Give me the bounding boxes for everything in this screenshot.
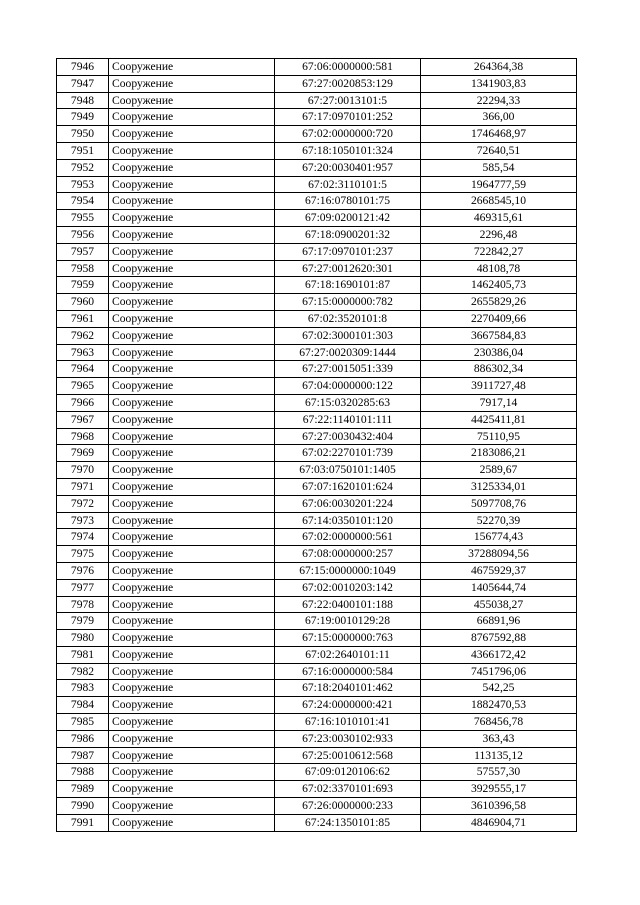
table-row: [57, 59, 577, 76]
row-number-cell: 7981: [57, 646, 109, 663]
cadastral-number-cell: 67:02:2270101:739: [275, 445, 421, 462]
object-type-cell: Сооружение: [109, 92, 275, 109]
object-type-cell: Сооружение: [109, 226, 275, 243]
object-type-cell: Сооружение: [109, 327, 275, 344]
row-number-cell: 7976: [57, 562, 109, 579]
table-row: [57, 663, 577, 680]
object-type-cell: Сооружение: [109, 411, 275, 428]
table-row: [57, 294, 577, 311]
table-row: [57, 747, 577, 764]
object-type-cell: Сооружение: [109, 176, 275, 193]
cadastral-value-cell: 156774,43: [421, 529, 577, 546]
object-type-cell: Сооружение: [109, 546, 275, 563]
object-type-cell: Сооружение: [109, 529, 275, 546]
object-type-cell: Сооружение: [109, 277, 275, 294]
object-type-cell: Сооружение: [109, 394, 275, 411]
cadastral-value-cell: 1746468,97: [421, 126, 577, 143]
cadastral-number-cell: 67:02:0010203:142: [275, 579, 421, 596]
row-number-cell: 7982: [57, 663, 109, 680]
cadastral-number-cell: 67:02:0000000:720: [275, 126, 421, 143]
row-number-cell: 7974: [57, 529, 109, 546]
table-row: [57, 378, 577, 395]
object-type-cell: Сооружение: [109, 562, 275, 579]
cadastral-value-cell: 1462405,73: [421, 277, 577, 294]
row-number-cell: 7980: [57, 630, 109, 647]
object-type-cell: Сооружение: [109, 613, 275, 630]
cadastral-value-cell: 4425411,81: [421, 411, 577, 428]
cadastral-number-cell: 67:15:0000000:763: [275, 630, 421, 647]
table-row: [57, 176, 577, 193]
object-type-cell: Сооружение: [109, 159, 275, 176]
object-type-cell: Сооружение: [109, 294, 275, 311]
table-row: [57, 159, 577, 176]
cadastral-value-cell: 363,43: [421, 730, 577, 747]
cadastral-number-cell: 67:27:0020309:1444: [275, 344, 421, 361]
cadastral-value-cell: 3929555,17: [421, 781, 577, 798]
table-row: [57, 512, 577, 529]
table-row: [57, 126, 577, 143]
row-number-cell: 7986: [57, 730, 109, 747]
table-row: [57, 210, 577, 227]
table-row: [57, 630, 577, 647]
object-type-cell: Сооружение: [109, 109, 275, 126]
table-row: [57, 680, 577, 697]
table-row: [57, 462, 577, 479]
table-row: [57, 714, 577, 731]
row-number-cell: 7991: [57, 814, 109, 831]
row-number-cell: 7990: [57, 798, 109, 815]
registry-table: [56, 58, 577, 832]
row-number-cell: 7955: [57, 210, 109, 227]
table-row: [57, 277, 577, 294]
cadastral-number-cell: 67:02:0000000:561: [275, 529, 421, 546]
row-number-cell: 7962: [57, 327, 109, 344]
cadastral-value-cell: 7451796,06: [421, 663, 577, 680]
cadastral-number-cell: 67:27:0020853:129: [275, 75, 421, 92]
cadastral-value-cell: 722842,27: [421, 243, 577, 260]
object-type-cell: Сооружение: [109, 630, 275, 647]
cadastral-number-cell: 67:24:1350101:85: [275, 814, 421, 831]
cadastral-number-cell: 67:27:0030432:404: [275, 428, 421, 445]
cadastral-number-cell: 67:18:1690101:87: [275, 277, 421, 294]
row-number-cell: 7971: [57, 478, 109, 495]
cadastral-value-cell: 4366172,42: [421, 646, 577, 663]
object-type-cell: Сооружение: [109, 663, 275, 680]
row-number-cell: 7966: [57, 394, 109, 411]
row-number-cell: 7968: [57, 428, 109, 445]
object-type-cell: Сооружение: [109, 579, 275, 596]
cadastral-value-cell: 22294,33: [421, 92, 577, 109]
cadastral-value-cell: 585,54: [421, 159, 577, 176]
object-type-cell: Сооружение: [109, 59, 275, 76]
row-number-cell: 7959: [57, 277, 109, 294]
cadastral-number-cell: 67:20:0030401:957: [275, 159, 421, 176]
table-row: [57, 327, 577, 344]
row-number-cell: 7983: [57, 680, 109, 697]
cadastral-value-cell: 48108,78: [421, 260, 577, 277]
object-type-cell: Сооружение: [109, 378, 275, 395]
cadastral-value-cell: 7917,14: [421, 394, 577, 411]
cadastral-number-cell: 67:04:0000000:122: [275, 378, 421, 395]
cadastral-number-cell: 67:08:0000000:257: [275, 546, 421, 563]
object-type-cell: Сооружение: [109, 210, 275, 227]
row-number-cell: 7965: [57, 378, 109, 395]
row-number-cell: 7950: [57, 126, 109, 143]
cadastral-number-cell: 67:02:3110101:5: [275, 176, 421, 193]
cadastral-number-cell: 67:02:3520101:8: [275, 310, 421, 327]
cadastral-number-cell: 67:09:0200121:42: [275, 210, 421, 227]
cadastral-number-cell: 67:03:0750101:1405: [275, 462, 421, 479]
object-type-cell: Сооружение: [109, 361, 275, 378]
table-row: [57, 260, 577, 277]
table-row: [57, 92, 577, 109]
object-type-cell: Сооружение: [109, 75, 275, 92]
row-number-cell: 7988: [57, 764, 109, 781]
cadastral-number-cell: 67:15:0320285:63: [275, 394, 421, 411]
object-type-cell: Сооружение: [109, 798, 275, 815]
cadastral-value-cell: 2668545,10: [421, 193, 577, 210]
cadastral-value-cell: 1964777,59: [421, 176, 577, 193]
cadastral-number-cell: 67:02:3000101:303: [275, 327, 421, 344]
cadastral-value-cell: 52270,39: [421, 512, 577, 529]
object-type-cell: Сооружение: [109, 714, 275, 731]
registry-table-body: [57, 59, 577, 832]
cadastral-number-cell: 67:15:0000000:1049: [275, 562, 421, 579]
cadastral-value-cell: 2655829,26: [421, 294, 577, 311]
row-number-cell: 7953: [57, 176, 109, 193]
row-number-cell: 7947: [57, 75, 109, 92]
row-number-cell: 7960: [57, 294, 109, 311]
table-row: [57, 226, 577, 243]
cadastral-number-cell: 67:27:0013101:5: [275, 92, 421, 109]
object-type-cell: Сооружение: [109, 462, 275, 479]
row-number-cell: 7978: [57, 596, 109, 613]
cadastral-value-cell: 469315,61: [421, 210, 577, 227]
cadastral-value-cell: 3125334,01: [421, 478, 577, 495]
table-row: [57, 579, 577, 596]
cadastral-value-cell: 72640,51: [421, 142, 577, 159]
table-row: [57, 411, 577, 428]
cadastral-number-cell: 67:24:0000000:421: [275, 697, 421, 714]
table-row: [57, 193, 577, 210]
cadastral-value-cell: 2296,48: [421, 226, 577, 243]
row-number-cell: 7946: [57, 59, 109, 76]
table-row: [57, 445, 577, 462]
table-row: [57, 478, 577, 495]
row-number-cell: 7985: [57, 714, 109, 731]
cadastral-value-cell: 1341903,83: [421, 75, 577, 92]
object-type-cell: Сооружение: [109, 142, 275, 159]
object-type-cell: Сооружение: [109, 193, 275, 210]
row-number-cell: 7957: [57, 243, 109, 260]
cadastral-number-cell: 67:16:0000000:584: [275, 663, 421, 680]
row-number-cell: 7969: [57, 445, 109, 462]
table-row: [57, 546, 577, 563]
table-row: [57, 310, 577, 327]
table-row: [57, 697, 577, 714]
table-row: [57, 109, 577, 126]
cadastral-value-cell: 75110,95: [421, 428, 577, 445]
object-type-cell: Сооружение: [109, 445, 275, 462]
row-number-cell: 7956: [57, 226, 109, 243]
cadastral-value-cell: 366,00: [421, 109, 577, 126]
row-number-cell: 7964: [57, 361, 109, 378]
row-number-cell: 7954: [57, 193, 109, 210]
cadastral-value-cell: 2270409,66: [421, 310, 577, 327]
cadastral-number-cell: 67:07:1620101:624: [275, 478, 421, 495]
object-type-cell: Сооружение: [109, 781, 275, 798]
table-row: [57, 75, 577, 92]
cadastral-value-cell: 4675929,37: [421, 562, 577, 579]
row-number-cell: 7970: [57, 462, 109, 479]
object-type-cell: Сооружение: [109, 495, 275, 512]
cadastral-number-cell: 67:15:0000000:782: [275, 294, 421, 311]
row-number-cell: 7949: [57, 109, 109, 126]
row-number-cell: 7951: [57, 142, 109, 159]
table-row: [57, 798, 577, 815]
row-number-cell: 7961: [57, 310, 109, 327]
cadastral-number-cell: 67:27:0012620:301: [275, 260, 421, 277]
table-row: [57, 394, 577, 411]
cadastral-number-cell: 67:18:1050101:324: [275, 142, 421, 159]
cadastral-number-cell: 67:16:0780101:75: [275, 193, 421, 210]
cadastral-number-cell: 67:09:0120106:62: [275, 764, 421, 781]
object-type-cell: Сооружение: [109, 764, 275, 781]
row-number-cell: 7987: [57, 747, 109, 764]
cadastral-number-cell: 67:26:0000000:233: [275, 798, 421, 815]
row-number-cell: 7977: [57, 579, 109, 596]
cadastral-value-cell: 1405644,74: [421, 579, 577, 596]
cadastral-value-cell: 2183086,21: [421, 445, 577, 462]
row-number-cell: 7967: [57, 411, 109, 428]
cadastral-number-cell: 67:18:2040101:462: [275, 680, 421, 697]
cadastral-value-cell: 230386,04: [421, 344, 577, 361]
cadastral-number-cell: 67:17:0970101:237: [275, 243, 421, 260]
table-row: [57, 428, 577, 445]
cadastral-value-cell: 3911727,48: [421, 378, 577, 395]
cadastral-value-cell: 113135,12: [421, 747, 577, 764]
object-type-cell: Сооружение: [109, 512, 275, 529]
cadastral-number-cell: 67:19:0010129:28: [275, 613, 421, 630]
table-row: [57, 529, 577, 546]
cadastral-value-cell: 8767592,88: [421, 630, 577, 647]
row-number-cell: 7948: [57, 92, 109, 109]
table-row: [57, 596, 577, 613]
table-row: [57, 562, 577, 579]
row-number-cell: 7979: [57, 613, 109, 630]
cadastral-value-cell: 3667584,83: [421, 327, 577, 344]
row-number-cell: 7958: [57, 260, 109, 277]
object-type-cell: Сооружение: [109, 730, 275, 747]
cadastral-value-cell: 5097708,76: [421, 495, 577, 512]
cadastral-value-cell: 542,25: [421, 680, 577, 697]
object-type-cell: Сооружение: [109, 814, 275, 831]
cadastral-number-cell: 67:18:0900201:32: [275, 226, 421, 243]
cadastral-number-cell: 67:27:0015051:339: [275, 361, 421, 378]
table-row: [57, 613, 577, 630]
cadastral-value-cell: 768456,78: [421, 714, 577, 731]
cadastral-number-cell: 67:23:0030102:933: [275, 730, 421, 747]
cadastral-number-cell: 67:02:2640101:11: [275, 646, 421, 663]
object-type-cell: Сооружение: [109, 428, 275, 445]
row-number-cell: 7972: [57, 495, 109, 512]
object-type-cell: Сооружение: [109, 747, 275, 764]
object-type-cell: Сооружение: [109, 646, 275, 663]
row-number-cell: 7975: [57, 546, 109, 563]
table-row: [57, 764, 577, 781]
table-row: [57, 142, 577, 159]
object-type-cell: Сооружение: [109, 126, 275, 143]
cadastral-value-cell: 57557,30: [421, 764, 577, 781]
cadastral-value-cell: 1882470,53: [421, 697, 577, 714]
table-row: [57, 361, 577, 378]
table-row: [57, 730, 577, 747]
cadastral-number-cell: 67:16:1010101:41: [275, 714, 421, 731]
cadastral-value-cell: 37288094,56: [421, 546, 577, 563]
cadastral-number-cell: 67:22:1140101:111: [275, 411, 421, 428]
cadastral-number-cell: 67:06:0030201:224: [275, 495, 421, 512]
table-row: [57, 646, 577, 663]
object-type-cell: Сооружение: [109, 680, 275, 697]
table-row: [57, 344, 577, 361]
row-number-cell: 7984: [57, 697, 109, 714]
cadastral-number-cell: 67:14:0350101:120: [275, 512, 421, 529]
cadastral-number-cell: 67:22:0400101:188: [275, 596, 421, 613]
cadastral-number-cell: 67:25:0010612:568: [275, 747, 421, 764]
object-type-cell: Сооружение: [109, 344, 275, 361]
cadastral-value-cell: 264364,38: [421, 59, 577, 76]
cadastral-value-cell: 66891,96: [421, 613, 577, 630]
object-type-cell: Сооружение: [109, 243, 275, 260]
row-number-cell: 7989: [57, 781, 109, 798]
object-type-cell: Сооружение: [109, 596, 275, 613]
cadastral-value-cell: 886302,34: [421, 361, 577, 378]
table-row: [57, 781, 577, 798]
cadastral-number-cell: 67:06:0000000:581: [275, 59, 421, 76]
cadastral-value-cell: 3610396,58: [421, 798, 577, 815]
object-type-cell: Сооружение: [109, 260, 275, 277]
table-row: [57, 243, 577, 260]
cadastral-value-cell: 4846904,71: [421, 814, 577, 831]
table-row: [57, 495, 577, 512]
row-number-cell: 7952: [57, 159, 109, 176]
table-row: [57, 814, 577, 831]
cadastral-value-cell: 2589,67: [421, 462, 577, 479]
cadastral-number-cell: 67:17:0970101:252: [275, 109, 421, 126]
cadastral-value-cell: 455038,27: [421, 596, 577, 613]
row-number-cell: 7973: [57, 512, 109, 529]
object-type-cell: Сооружение: [109, 478, 275, 495]
row-number-cell: 7963: [57, 344, 109, 361]
object-type-cell: Сооружение: [109, 697, 275, 714]
object-type-cell: Сооружение: [109, 310, 275, 327]
cadastral-number-cell: 67:02:3370101:693: [275, 781, 421, 798]
